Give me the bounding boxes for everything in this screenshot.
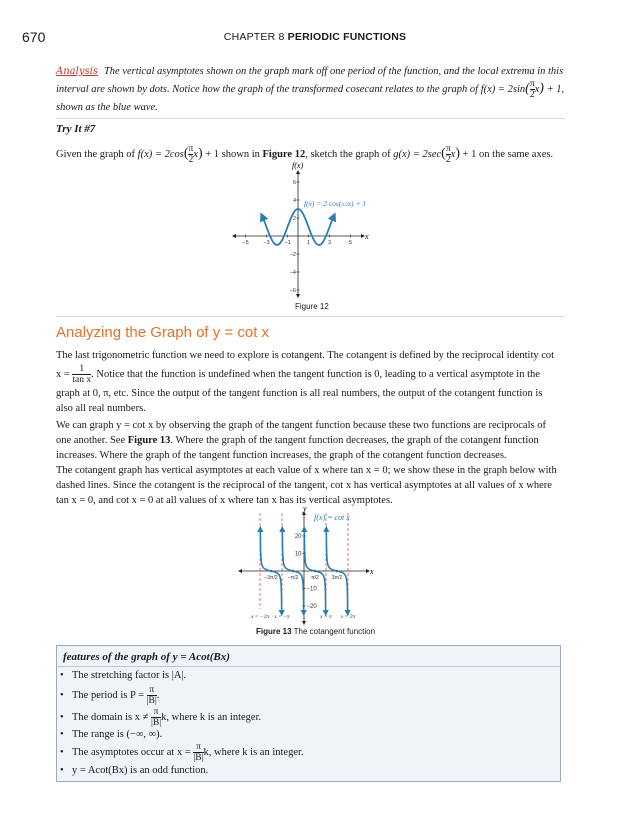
x-tick-label: −π/2 — [287, 575, 299, 581]
p2-line-2b: . Where the graph of the tangent function decreases, the graph of the cotangent function — [170, 435, 539, 446]
asymptote-label: x = 2π — [340, 614, 356, 620]
x-axis-label: x — [365, 232, 369, 241]
chapter-number: CHAPTER 8 — [223, 31, 285, 43]
p1-line-4: also all real numbers. — [56, 403, 146, 414]
frac-num: 1 — [79, 364, 85, 374]
feature-item-5: • The asymptotes occur at x = $\frac{\pi}{|B|}$ k, where k is an integer. — [60, 742, 304, 763]
frac-den: tan x — [72, 375, 92, 385]
paragraph-1 — [56, 348, 566, 416]
tryit-text-f: + 1 on the same axes. — [462, 148, 554, 160]
analysis-x: x — [534, 83, 540, 95]
curve-label: f(x) = 2 cos(π/2x) + 1 — [304, 199, 367, 208]
y-axis-label: f(x) — [292, 161, 304, 170]
p3-line-1: The cotangent graph has vertical asymptotes at each value of x where tan x = 0; we show these in the graph below with — [56, 465, 557, 476]
figure-13-caption-bold: Figure 13 — [256, 627, 292, 636]
figure-12-graph — [228, 158, 378, 303]
x-tick-label: π/2 — [311, 575, 319, 581]
analysis-block: Analysis The vertical asymptotes shown on the graph mark off one period of the function, and the local extrema in this interval are shown by dots. Notice how the graph of the transformed cosecant relates to the graph of f(x) = 2sin( $\frac{\pi}{2}$ x) + 1, shown as the blue wave. — [56, 66, 565, 113]
curve-label: f(x) = cot x — [314, 513, 350, 522]
p3-line-3: tan x = 0, and cot x = 0 at all values of x where tan x has its vertical asymptotes. — [56, 495, 393, 506]
p1-line-2a: x = — [56, 368, 70, 380]
y-tick-label: 20 — [294, 534, 302, 540]
analysis-line-2: interval are shown by dots. Notice how the graph of the transformed cosecant relates to the graph of — [56, 83, 479, 95]
y-tick-label: −10 — [306, 586, 317, 593]
figure-12-caption: Figure 12 — [295, 302, 329, 311]
section-divider — [56, 316, 565, 317]
p2-figure-ref[interactable]: Figure 13 — [127, 435, 171, 446]
y-tick-label: −2 — [289, 252, 296, 258]
p1-line-3: graph at 0, π, etc. Since the output of the tangent function is all real numbers, the output of the cotangent function is — [56, 388, 543, 399]
figure-13-graph — [236, 505, 381, 627]
tryit-text-d: , sketch the graph of — [305, 148, 391, 160]
asymptote-label: x = π — [320, 614, 332, 620]
analysis-label: Analysis — [56, 66, 98, 77]
asymptote-label: x = −2π — [250, 614, 270, 620]
x-tick-label: 3 — [327, 240, 332, 246]
feature-item-6: • y = Acot(Bx) is an odd function. — [60, 765, 209, 776]
p2-line-3: increases. Where the graph of the tangent function increases, the graph of the cotangent function decreases. — [56, 450, 507, 461]
features-title: features of the graph of y = Acot(Bx) — [63, 651, 230, 663]
asymptote-labels — [236, 610, 381, 622]
y-tick-label: 10 — [294, 551, 302, 558]
tryit-title: Try It #7 — [56, 123, 96, 135]
y-tick-label: −6 — [289, 288, 296, 294]
asymptote-label: x = −π — [274, 614, 290, 620]
x-tick-label: −3π/2 — [264, 575, 278, 581]
tryit-figure-ref[interactable]: Figure 12 — [262, 148, 306, 160]
tryit-f-expr: f(x) = 2cos — [137, 148, 184, 160]
p3-line-2: dashed lines. Since the cotangent is the reciprocal of the tangent, cot x has vertical asymptotes at all values of x where — [56, 480, 552, 491]
feature-item-4: • The range is (−∞, ∞). — [60, 729, 163, 740]
divider — [56, 118, 565, 119]
y-tick-label: −4 — [289, 270, 296, 276]
x-tick-label: −5 — [242, 240, 249, 246]
feature-item-2: • The period is P = $\frac{\pi}{|B|}$ . — [60, 685, 160, 706]
analysis-plus: + 1, — [546, 83, 565, 95]
features-divider — [57, 666, 560, 667]
paragraph-3 — [56, 463, 566, 508]
p2-line-1: We can graph y = cot x by observing the graph of the tangent function because these two functions are reciprocals of — [56, 420, 546, 431]
page-number: 670 — [22, 29, 46, 45]
y-tick-label: −20 — [306, 604, 317, 610]
tryit-g-expr: g(x) = 2sec — [393, 148, 442, 160]
chapter-header — [0, 31, 630, 43]
section-title: Analyzing the Graph of y = cot x — [56, 324, 270, 341]
p1-line-2b: . Notice that the function is undefined when the tangent function is 0, leading to a vertical asymptote in the — [91, 368, 540, 380]
x-tick-label: 3π/2 — [331, 575, 343, 581]
tryit-text: Given the graph of f(x) = 2cos( $\frac{\pi}{2}$ x) + 1 shown in Figure 12, sketch the graph of g(x) = 2sec( $\frac{\pi}{2}$ x) + 1 on the same axes. — [56, 144, 554, 165]
p2-line-2a: one another. See — [56, 435, 126, 446]
tryit-text-c: + 1 shown in — [205, 148, 260, 160]
figure-13-caption — [256, 627, 375, 636]
analysis-line-3: shown as the blue wave. — [56, 102, 158, 113]
tryit-x: x — [193, 148, 198, 160]
figure-13-caption-text: The cotangent function — [293, 627, 376, 636]
x-tick-label: 5 — [348, 240, 353, 246]
feature-item-1: • The stretching factor is |A|. — [60, 670, 187, 681]
x-tick-label: −3 — [263, 240, 270, 246]
chapter-title: PERIODIC FUNCTIONS — [287, 31, 407, 43]
y-tick-label: 6 — [292, 180, 296, 186]
x-axis-label: x — [370, 567, 374, 576]
y-tick-label: 4 — [292, 198, 296, 204]
feature-item-3: • The domain is x ≠ $\frac{\pi}{|B|}$ k, where k is an integer. — [60, 707, 262, 728]
analysis-line-1: The vertical asymptotes shown on the graph mark off one period of the function, and the local extrema in this — [103, 66, 564, 77]
x-tick-label: 1 — [306, 240, 311, 246]
paragraph-2 — [56, 418, 566, 463]
tryit-x2: x — [450, 148, 456, 160]
p1-line-1: The last trigonometric function we need to explore is cotangent. The cotangent is defined by the reciprocal identity cot — [56, 350, 555, 361]
frac-den: 2 — [529, 90, 535, 100]
y-tick-label: 2 — [292, 216, 296, 222]
analysis-formula: f(x) = 2sin — [480, 83, 526, 95]
tryit-text-a: Given the graph of — [56, 148, 136, 160]
x-tick-label: −1 — [284, 240, 291, 246]
y-axis-label: y — [303, 505, 307, 513]
frac-num: π — [529, 79, 535, 89]
